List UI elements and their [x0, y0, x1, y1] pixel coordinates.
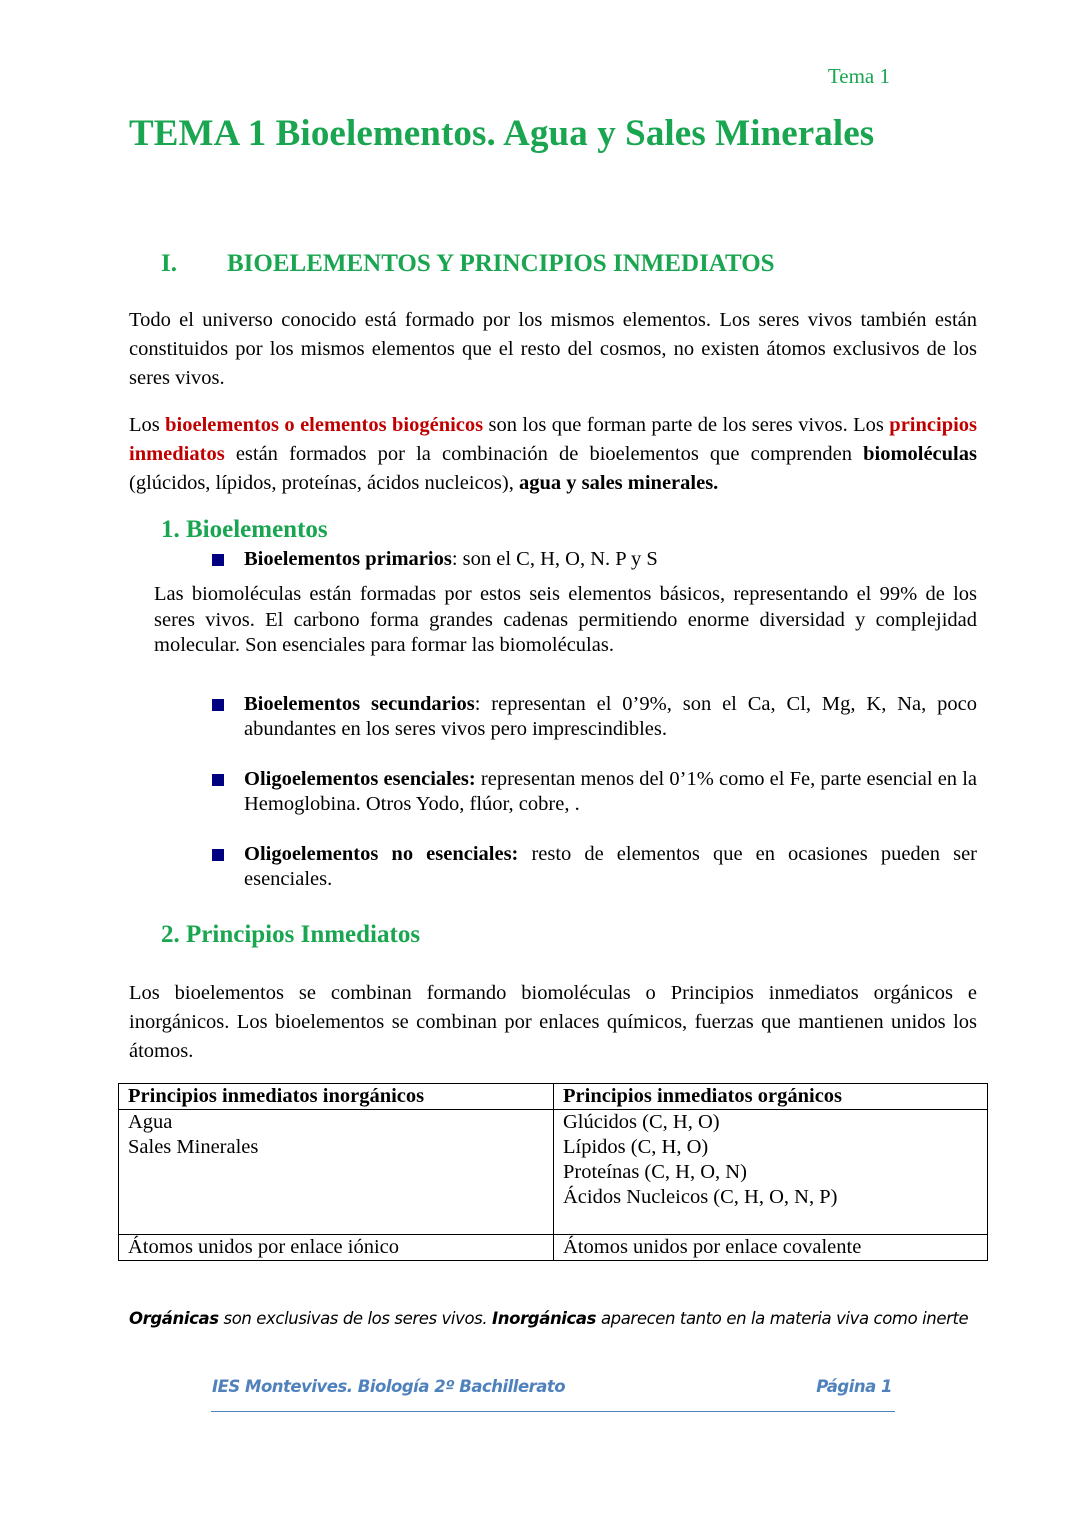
square-bullet-icon — [212, 849, 224, 861]
square-bullet-icon — [212, 554, 224, 566]
definition-paragraph — [129, 411, 977, 498]
header-inorganic: Principios inmediatos inorgánicos — [119, 1084, 554, 1110]
bold-biomoleculas: biomoléculas — [863, 443, 977, 465]
bullet-term: Oligoelementos esenciales: — [244, 768, 476, 790]
footer-school: IES Montevives. Biología 2º Bachillerato — [212, 1377, 566, 1396]
header-organic: Principios inmediatos orgánicos — [554, 1084, 988, 1110]
bullet-text: : representan el 0’9%, son el Ca, Cl, Mg, K, Na, poco abundantes en los seres vivos pero imprescindibles. — [244, 693, 977, 740]
text-run: Los — [129, 414, 166, 436]
bullet-text: resto de elementos que en ocasiones pueden ser esenciales. — [244, 843, 977, 890]
bullet-text: representan menos del 0’1% como el Fe, parte esencial en la Hemoglobina. Otros Yodo, flúor, cobre, . — [244, 768, 977, 815]
subsection-heading-bioelementos: 1. Bioelementos — [161, 516, 328, 543]
intro-paragraph: Todo el universo conocido está formado por los mismos elementos. Los seres vivos también están constituidos por los mismos elementos que el resto del cosmos, no existen átomos exclusivos de los seres vivos. — [129, 309, 977, 389]
term-principios-inmediatos: principios inmediatos — [129, 414, 978, 465]
bullet-term: Bioelementos primarios — [244, 548, 452, 570]
table-row — [119, 1110, 988, 1235]
inorganic-cell — [119, 1110, 554, 1235]
subsection-heading-principios: 2. Principios Inmediatos — [161, 921, 421, 948]
text-run: (glúcidos, lípidos, proteínas, ácidos nucleicos), — [129, 472, 519, 494]
table-header-row — [119, 1084, 988, 1110]
bullet-secundarios — [212, 692, 977, 742]
list-item: Ácidos Nucleicos (C, H, O, N, P) — [563, 1186, 838, 1208]
bold-agua-sales: agua y sales minerales. — [519, 472, 719, 494]
list-item: Agua — [128, 1111, 173, 1133]
section-number: I. — [161, 250, 177, 277]
primarios-paragraph: Las biomoléculas están formadas por estos seis elementos básicos, representando el 99% de los seres vivos. El carbono forma grandes cadenas permitiendo enorme diversidad y complejidad molecular. Son esenciales para formar las biomoléculas. — [154, 583, 977, 656]
text-run: son los que forman parte de los seres vivos. Los — [483, 414, 890, 436]
running-header: Tema 1 — [827, 64, 890, 88]
square-bullet-icon — [212, 774, 224, 786]
bullet-term: Oligoelementos no esenciales: — [244, 843, 519, 865]
section-heading-1 — [161, 250, 775, 278]
list-item: Lípidos (C, H, O) — [563, 1136, 709, 1158]
note-line — [129, 1309, 968, 1328]
bullet-term: Bioelementos secundarios — [244, 693, 475, 715]
list-item: Sales Minerales — [128, 1136, 259, 1158]
section-title: BIOELEMENTOS Y PRINCIPIOS INMEDIATOS — [227, 250, 775, 277]
note-bold: Orgánicas — [129, 1309, 219, 1328]
principios-table — [118, 1083, 988, 1261]
text-run: están formados por la combinación de bioelementos que comprenden — [224, 443, 864, 465]
document-title: TEMA 1 Bioelementos. Agua y Sales Minerales — [129, 113, 875, 154]
list-item: Proteínas (C, H, O, N) — [563, 1161, 747, 1183]
term-bioelementos: bioelementos o elementos biogénicos — [165, 414, 484, 436]
table-row — [119, 1235, 988, 1261]
note-text: son exclusivas de los seres vivos. — [218, 1309, 493, 1328]
page-footer — [212, 1377, 895, 1396]
principios-paragraph: Los bioelementos se combinan formando biomoléculas o Principios inmediatos orgánicos e inorgánicos. Los bioelementos se combinan por enlaces químicos, fuerzas que mantienen unidos los átomos. — [129, 982, 977, 1062]
bullet-text: : son el C, H, O, N. P y S — [451, 548, 658, 570]
note-bold: Inorgánicas — [492, 1309, 597, 1328]
bond-organic-cell: Átomos unidos por enlace covalente — [554, 1235, 988, 1261]
square-bullet-icon — [212, 699, 224, 711]
organic-cell — [554, 1110, 988, 1235]
list-item: Glúcidos (C, H, O) — [563, 1111, 720, 1133]
footer-divider — [211, 1411, 895, 1412]
bullet-primarios — [212, 547, 977, 572]
note-text: aparecen tanto en la materia viva como inerte — [596, 1309, 969, 1328]
footer-page-number: Página 1 — [816, 1377, 892, 1396]
bullet-oligo-esenciales — [212, 767, 977, 817]
bullet-oligo-no-esenciales — [212, 842, 977, 892]
bond-inorganic-cell: Átomos unidos por enlace iónico — [119, 1235, 554, 1261]
